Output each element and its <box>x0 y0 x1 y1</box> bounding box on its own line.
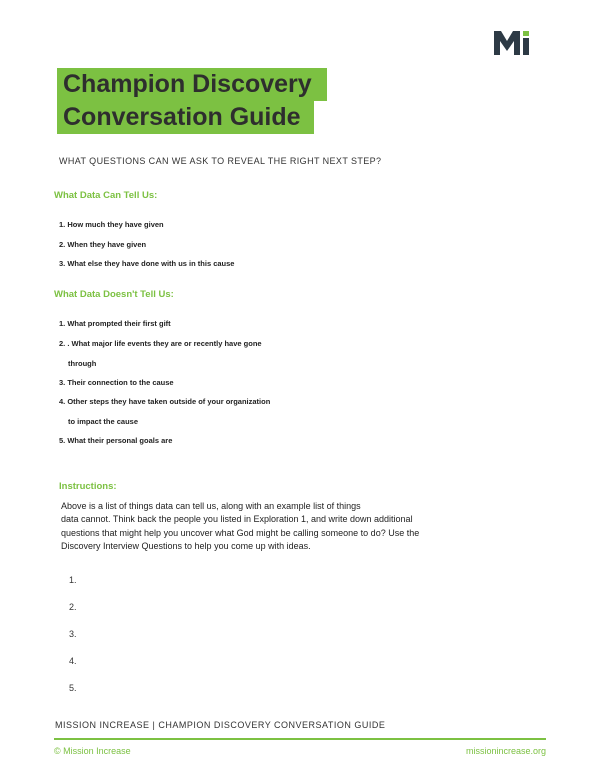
footer-title: MISSION INCREASE | CHAMPION DISCOVERY CONVERSATION GUIDE <box>55 720 386 730</box>
data-can-tell-heading: What Data Can Tell Us: <box>54 190 158 201</box>
instructions-line: Discovery Interview Questions to help you come up with ideas. <box>61 541 311 552</box>
list-item-text: 3. Their connection to the cause <box>59 377 174 387</box>
list-item-text: 2. . What major life events they are or recently have gone <box>59 338 262 348</box>
mission-increase-logo <box>494 31 536 55</box>
instructions-line: Above is a list of things data can tell us, along with an example list of things <box>61 501 361 511</box>
data-cant-tell-heading: What Data Doesn't Tell Us: <box>54 289 174 300</box>
list-item: 3. What else they have done with us in this cause <box>59 259 235 268</box>
answer-line: 3. <box>69 629 77 639</box>
title-line-1: Champion Discovery <box>57 68 327 101</box>
answer-line: 1. <box>69 575 77 585</box>
instructions-line: questions that might help you uncover what God might be calling someone to do? Use the <box>61 527 420 538</box>
list-item-text: 5. What their personal goals are <box>59 436 173 445</box>
list-item <box>59 319 270 339</box>
list-item-text: 4. Other steps they have taken outside of your organization <box>59 397 271 406</box>
answer-line: 2. <box>69 602 77 612</box>
footer-copyright: © Mission Increase <box>54 746 131 756</box>
instructions-body <box>61 500 481 554</box>
list-item: 1. How much they have given <box>59 220 164 229</box>
footer-divider <box>54 738 546 740</box>
instructions-line: data cannot. Think back the people you listed in Exploration 1, and write down additional <box>61 514 413 525</box>
answer-list <box>69 575 77 710</box>
title-line-2: Conversation Guide <box>57 101 314 134</box>
answer-line: 5. <box>69 683 77 693</box>
answer-line: 4. <box>69 656 77 666</box>
footer-website-link[interactable]: missionincrease.org <box>465 746 546 756</box>
list-item <box>59 339 270 378</box>
list-item <box>59 436 270 456</box>
list-item <box>59 397 270 436</box>
list-item-text: 1. What prompted their first gift <box>59 319 171 328</box>
list-item-continuation: through <box>68 358 97 368</box>
guiding-question: WHAT QUESTIONS CAN WE ASK TO REVEAL THE RIGHT NEXT STEP? <box>59 156 382 166</box>
list-item: 2. When they have given <box>59 239 147 249</box>
data-can-tell-list <box>59 220 234 279</box>
data-cant-tell-list <box>59 319 270 456</box>
list-item <box>59 378 270 398</box>
instructions-heading: Instructions: <box>59 481 117 492</box>
list-item-continuation: to impact the cause <box>68 417 139 426</box>
